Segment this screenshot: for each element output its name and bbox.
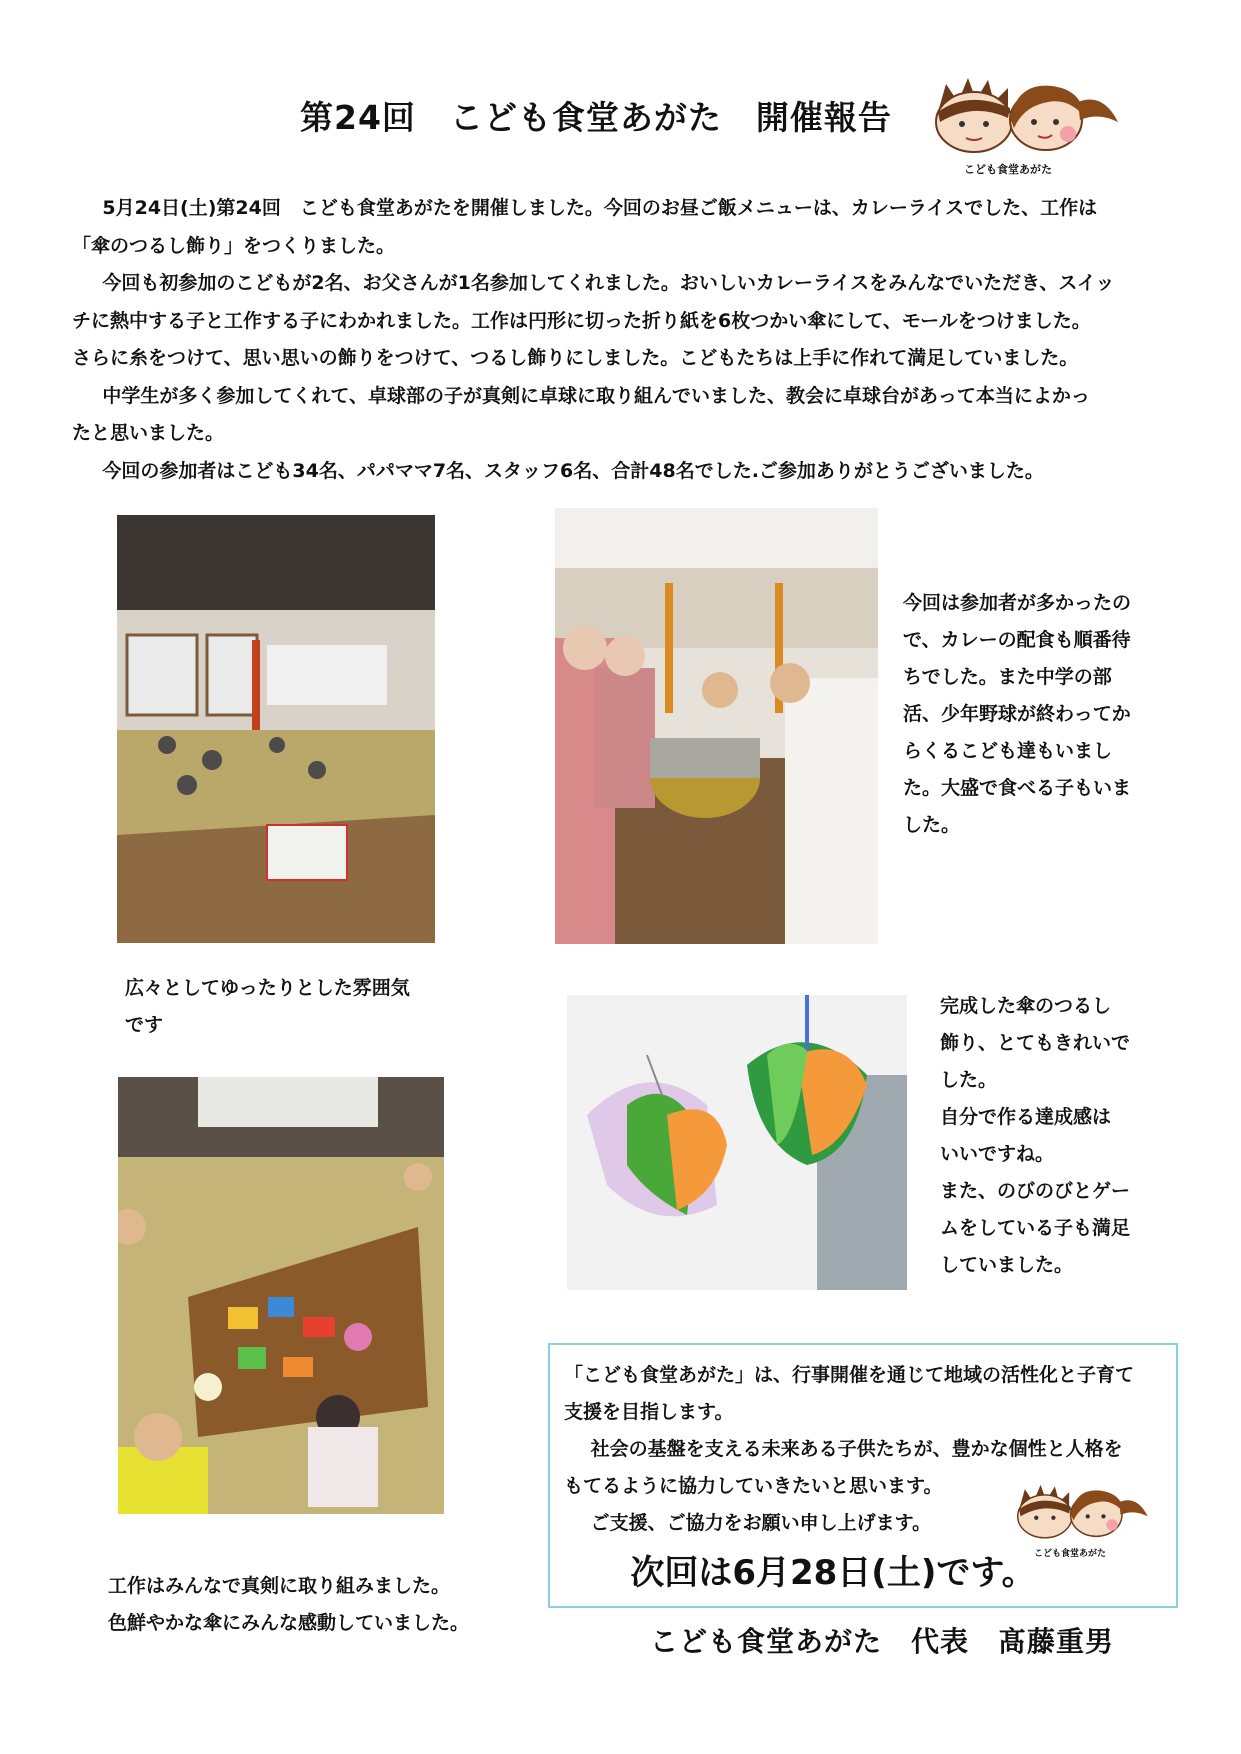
message-line: 社会の基盤を支える未来ある子供たちが、豊かな個性と人格を xyxy=(590,1438,1123,1460)
caption-line: ちでした。また中学の部 xyxy=(903,666,1112,688)
intro-paragraph: 「傘のつるし飾り」をつくりました。 xyxy=(72,234,396,257)
intro-paragraph: 今回も初参加のこどもが2名、お父さんが1名参加してくれました。おいしいカレーライスをみんなでいただき、スイッ xyxy=(102,272,1115,294)
photo-curry-serving xyxy=(555,508,878,944)
caption-line: 活、少年野球が終わってか xyxy=(903,703,1131,725)
caption-umbrella xyxy=(940,988,1160,1284)
message-line: ご支援、ご協力をお願い申し上げます。 xyxy=(590,1512,932,1534)
caption-line: た。大盛で食べる子もいま xyxy=(903,777,1132,799)
intro-paragraph: チに熱中する子と工作する子にわかれました。工作は円形に切った折り紙を6枚つかい傘にして、モールをつけました。 xyxy=(72,309,1091,332)
photo-craft-table xyxy=(118,1077,444,1514)
message-line: 支援を目指します。 xyxy=(564,1401,734,1423)
caption-line: 完成した傘のつるし xyxy=(940,995,1112,1017)
caption-line: 今回は参加者が多かったの xyxy=(903,592,1132,614)
intro-paragraph: 今回の参加者はこども34名、パパママ7名、スタッフ6名、合計48名でした.ご参加ありがとうございました。 xyxy=(102,459,1044,482)
caption-curry xyxy=(903,585,1163,844)
children-faces-logo-icon xyxy=(928,72,1138,157)
photo-hall xyxy=(117,515,435,943)
caption-line: らくるこども達もいまし xyxy=(903,740,1113,762)
intro-text xyxy=(72,190,1172,490)
caption-line: で、カレーの配食も順番待 xyxy=(903,629,1131,651)
caption-line: いいですね。 xyxy=(940,1143,1055,1165)
caption-line: 工作はみんなで真剣に取り組みました。 xyxy=(108,1575,451,1597)
intro-paragraph: さらに糸をつけて、思い思いの飾りをつけて、つるし飾りにしました。こどもたちは上手に作れて満足していました。 xyxy=(72,347,1079,369)
caption-line: した。 xyxy=(903,814,961,836)
caption-hall xyxy=(125,970,445,1044)
logo-caption: こども食堂あがた xyxy=(1034,1549,1107,1559)
logo-small xyxy=(1012,1480,1162,1562)
caption-line: した。 xyxy=(940,1069,998,1091)
message-line: もてるように協力していきたいと思います。 xyxy=(564,1475,943,1497)
intro-paragraph: たと思いました。 xyxy=(72,422,225,444)
logo-caption: こども食堂あがた xyxy=(964,163,1052,176)
photo-umbrella-craft xyxy=(567,995,907,1290)
caption-line: していました。 xyxy=(940,1254,1074,1276)
intro-paragraph: 5月24日(土)第24回 こども食堂あがたを開催しました。今回のお昼ご飯メニューは、カレーライスでした、工作は xyxy=(102,197,1098,219)
logo xyxy=(928,72,1138,176)
caption-craft xyxy=(108,1568,528,1642)
signature: こども食堂あがた 代表 髙藤重男 xyxy=(650,1625,1115,1658)
caption-line: 色鮮やかな傘にみんな感動していました。 xyxy=(108,1612,470,1634)
caption-line: 自分で作る達成感は xyxy=(940,1106,1112,1128)
caption-line: です xyxy=(125,1014,164,1036)
message-line: 「こども食堂あがた」は、行事開催を通じて地域の活性化と子育て xyxy=(564,1364,1135,1386)
caption-line: 飾り、とてもきれいで xyxy=(940,1032,1131,1054)
caption-line: ムをしている子も満足 xyxy=(940,1217,1131,1239)
message-box xyxy=(548,1343,1178,1608)
next-event: 次回は6月28日(土)です。 xyxy=(630,1553,1036,1593)
caption-line: 広々としてゆったりとした雰囲気 xyxy=(125,977,410,999)
page-title: 第24回 こども食堂あがた 開催報告 xyxy=(300,98,892,137)
caption-line: また、のびのびとゲー xyxy=(940,1180,1131,1202)
intro-paragraph: 中学生が多く参加してくれて、卓球部の子が真剣に卓球に取り組んでいました、教会に卓球台があって本当によかっ xyxy=(102,384,1090,407)
children-faces-logo-icon xyxy=(1012,1480,1162,1542)
